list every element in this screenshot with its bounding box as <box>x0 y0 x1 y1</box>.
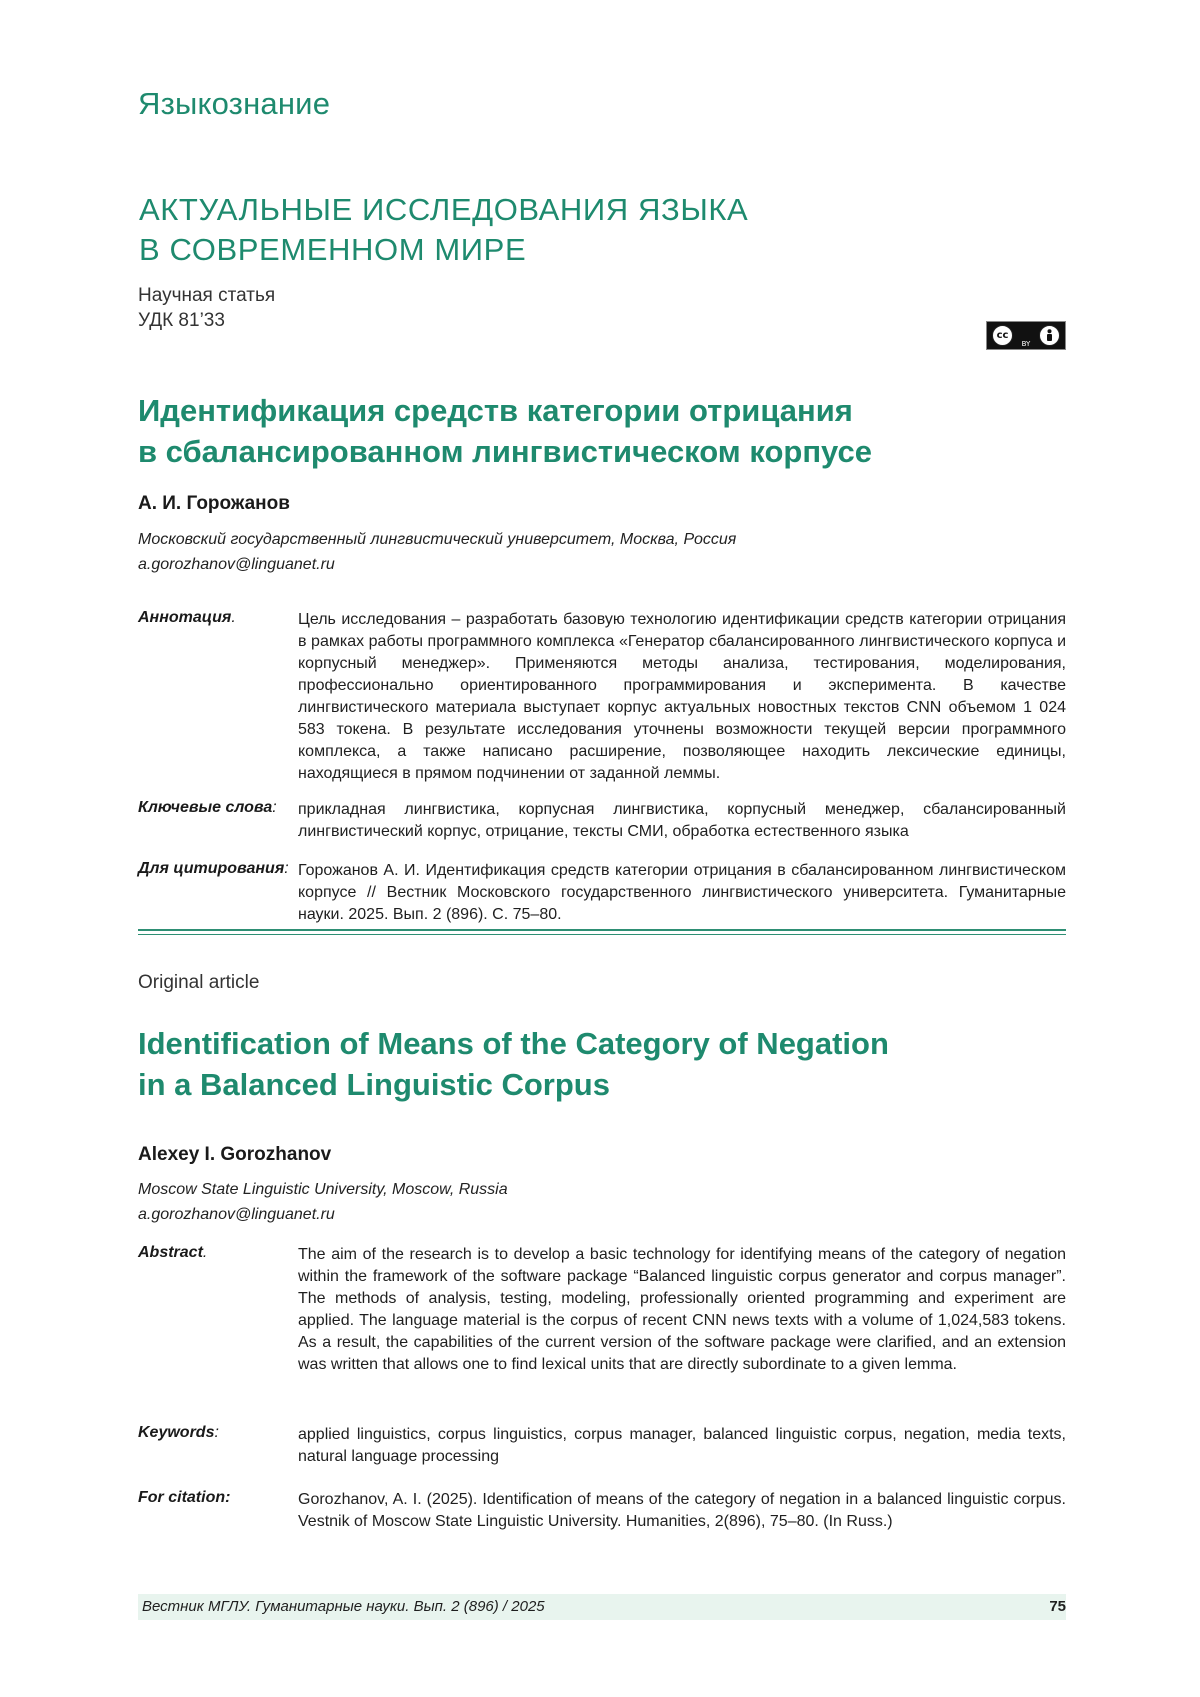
rubric-title <box>139 190 748 270</box>
annotation-label-sep: . <box>231 609 235 626</box>
keywords-en-label-sep: : <box>214 1424 218 1441</box>
abstract-label-text: Abstract <box>138 1244 203 1261</box>
email-en[interactable]: a.gorozhanov@linguanet.ru <box>138 1202 508 1227</box>
affiliation-en <box>138 1177 508 1227</box>
footer-journal-name: Вестник МГЛУ. Гуманитарные науки. Вып. 2 (896) / 2025 <box>142 1598 545 1615</box>
rubric-line-1: АКТУАЛЬНЫЕ ИССЛЕДОВАНИЯ ЯЗЫКА <box>139 190 748 230</box>
creative-commons-icon: cc <box>992 325 1013 346</box>
section-heading: Языкознание <box>138 86 330 122</box>
section-divider <box>138 929 1066 935</box>
rubric-line-2: В СОВРЕМЕННОМ МИРЕ <box>139 230 748 270</box>
citation-ru-label-text: Для цитирования <box>138 860 284 877</box>
affiliation-ru <box>138 527 736 577</box>
cc-by-license-badge[interactable] <box>986 321 1066 350</box>
keywords-ru-label-sep: : <box>272 799 276 816</box>
title-en-line-1: Identification of Means of the Category of Negation <box>138 1023 889 1064</box>
email-ru[interactable]: a.gorozhanov@linguanet.ru <box>138 552 736 577</box>
attribution-person-icon <box>1039 325 1060 346</box>
title-en-line-2: in a Balanced Linguistic Corpus <box>138 1064 889 1105</box>
article-meta <box>138 283 275 333</box>
annotation-text: Цель исследования – разработать базовую технологию идентификации средств категории отрицания в рамках работы программного комплекса «Генератор сбалансированного лингвистического корпуса и корпусный менеджер». Применяются методы анализа, тестирования, моделирования, профессионально ориентированного программирования и эксперимента. В качестве лингвистического материала выступает корпус актуальных новостных текстов CNN объемом 1 024 583 токена. В результате исследования уточнены возможности текущей версии программного комплекса, а также написано расширение, позволяющее находить лексические единицы, находящиеся в прямом подчинении от заданной леммы. <box>298 609 1066 785</box>
keywords-en-label-text: Keywords <box>138 1424 214 1441</box>
keywords-ru-label <box>138 799 277 817</box>
abstract-text: The aim of the research is to develop a basic technology for identifying means of the category of negation within the framework of the software package “Balanced linguistic corpus generator and corpus manager”. The methods of analysis, testing, modeling, professionally oriented programming and experiment are applied. The language material is the corpus of recent CNN news texts with a volume of 1,024,583 tokens. As a result, the capabilities of the current version of the software package were clarified, and an extension was written that allows one to find lexical units that are directly subordinate to a given lemma. <box>298 1244 1066 1376</box>
by-label: BY <box>1022 340 1031 348</box>
author-ru: А. И. Горожанов <box>138 493 290 515</box>
citation-ru-label-sep: : <box>284 860 288 877</box>
keywords-en-label <box>138 1424 219 1442</box>
affiliation-en-text: Moscow State Linguistic University, Moscow, Russia <box>138 1177 508 1202</box>
citation-en-text: Gorozhanov, A. I. (2025). Identification of means of the category of negation in a balanced linguistic corpus. Vestnik of Moscow State Linguistic University. Humanities, 2(896), 75–80. (In Russ.) <box>298 1489 1066 1533</box>
annotation-label-text: Аннотация <box>138 609 231 626</box>
keywords-ru-text: прикладная лингвистика, корпусная лингвистика, корпусный менеджер, сбалансированный лингвистический корпус, отрицание, тексты СМИ, обработка естественного языка <box>298 799 1066 843</box>
citation-en-label: For citation: <box>138 1489 230 1507</box>
article-type-en: Original article <box>138 972 259 994</box>
abstract-label-sep: . <box>203 1244 207 1261</box>
page-number: 75 <box>1049 1598 1066 1615</box>
citation-ru-text: Горожанов А. И. Идентификация средств категории отрицания в сбалансированном лингвистическом корпусе // Вестник Московского государственного лингвистического университета. Гуманитарные науки. 2025. Вып. 2 (896). С. 75–80. <box>298 860 1066 926</box>
keywords-ru-label-text: Ключевые слова <box>138 799 272 816</box>
article-title-ru <box>138 390 872 472</box>
udc-code: УДК 81’33 <box>138 308 275 333</box>
citation-ru-label <box>138 860 289 878</box>
author-en: Alexey I. Gorozhanov <box>138 1144 331 1166</box>
affiliation-ru-text: Московский государственный лингвистический университет, Москва, Россия <box>138 527 736 552</box>
abstract-label <box>138 1244 207 1262</box>
keywords-en-text: applied linguistics, corpus linguistics, corpus manager, balanced linguistic corpus, negation, media texts, natural language processing <box>298 1424 1066 1468</box>
article-title-en <box>138 1023 889 1105</box>
annotation-label <box>138 609 236 627</box>
article-type: Научная статья <box>138 283 275 308</box>
title-ru-line-1: Идентификация средств категории отрицания <box>138 390 872 431</box>
title-ru-line-2: в сбалансированном лингвистическом корпусе <box>138 431 872 472</box>
